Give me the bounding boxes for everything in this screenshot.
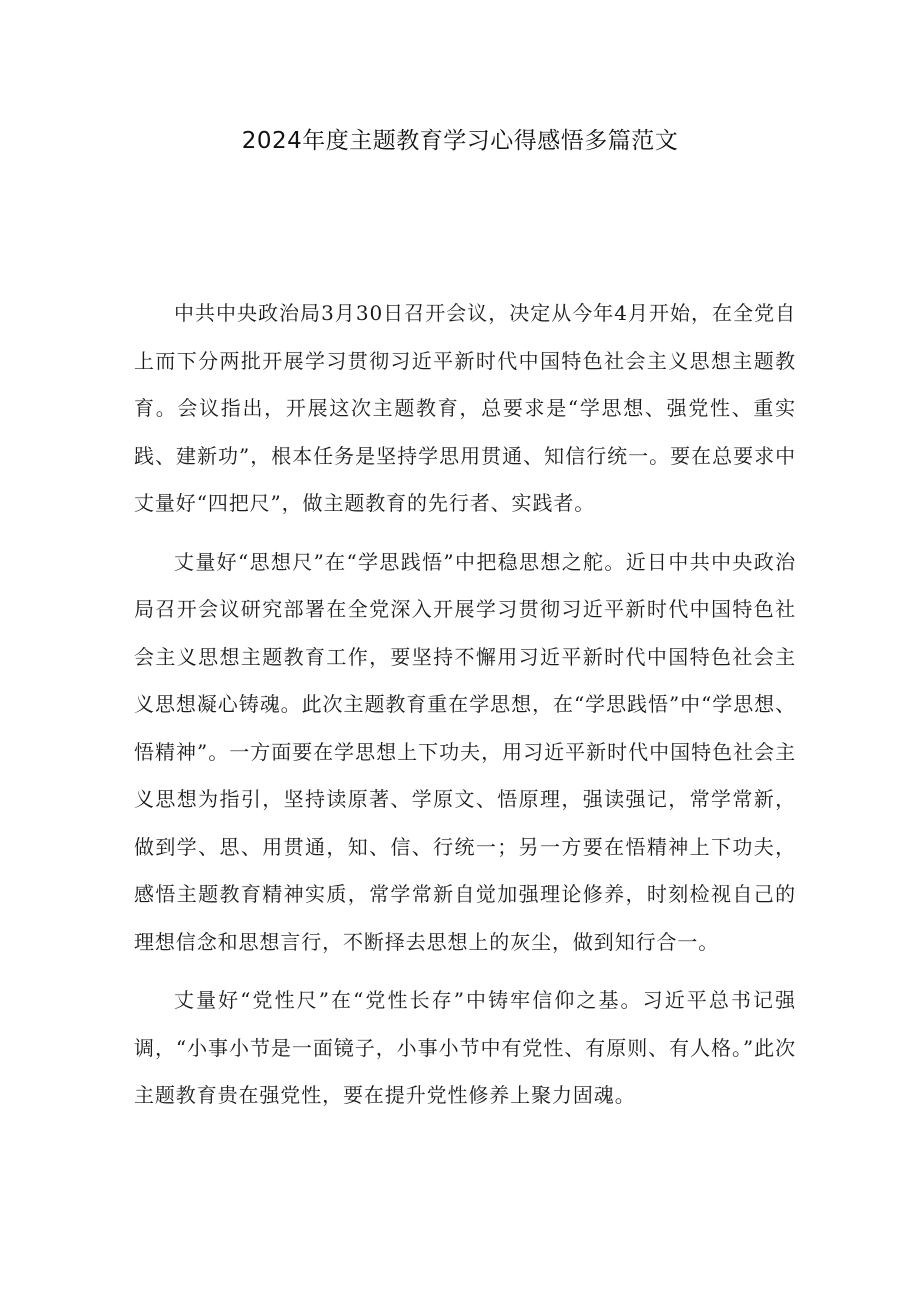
paragraph-1: 中共中央政治局3月30日召开会议，决定从今年4月开始，在全党自上而下分两批开展学习贯彻习近平新时代中国特色社会主义思想主题教育。会议指出，开展这次主题教育，总要求是“学思想、强党性、重实践、建新功”，根本任务是坚持学思用贯通、知信行统一。要在总要求中丈量好“四把尺”，做主题教育的先行者、实践者。 [134, 301, 796, 515]
document-body [134, 290, 796, 1131]
document-title: 2024年度主题教育学习心得感悟多篇范文 [241, 128, 679, 154]
paragraph-3: 丈量好“党性尺”在“党性长存”中铸牢信仰之基。习近平总书记强调，“小事小节是一面镜子，小事小节中有党性、有原则、有人格。”此次主题教育贵在强党性，要在提升党性修养上聚力固魂。 [134, 988, 796, 1107]
paragraph-2: 丈量好“思想尺”在“学思践悟”中把稳思想之舵。近日中共中央政治局召开会议研究部署在全党深入开展学习贯彻习近平新时代中国特色社会主义思想主题教育工作，要坚持不懈用习近平新时代中国特色社会主义思想凝心铸魂。此次主题教育重在学思想，在“学思践悟”中“学思想、悟精神”。一方面要在学思想上下功夫，用习近平新时代中国特色社会主义思想为指引，坚持读原著、学原文、悟原理，强读强记，常学常新，做到学、思、用贯通，知、信、行统一；另一方要在悟精神上下功夫，感悟主题教育精神实质，常学常新自觉加强理论修养，时刻检视自己的理想信念和思想言行，不断择去思想上的灰尘，做到知行合一。 [134, 549, 796, 954]
